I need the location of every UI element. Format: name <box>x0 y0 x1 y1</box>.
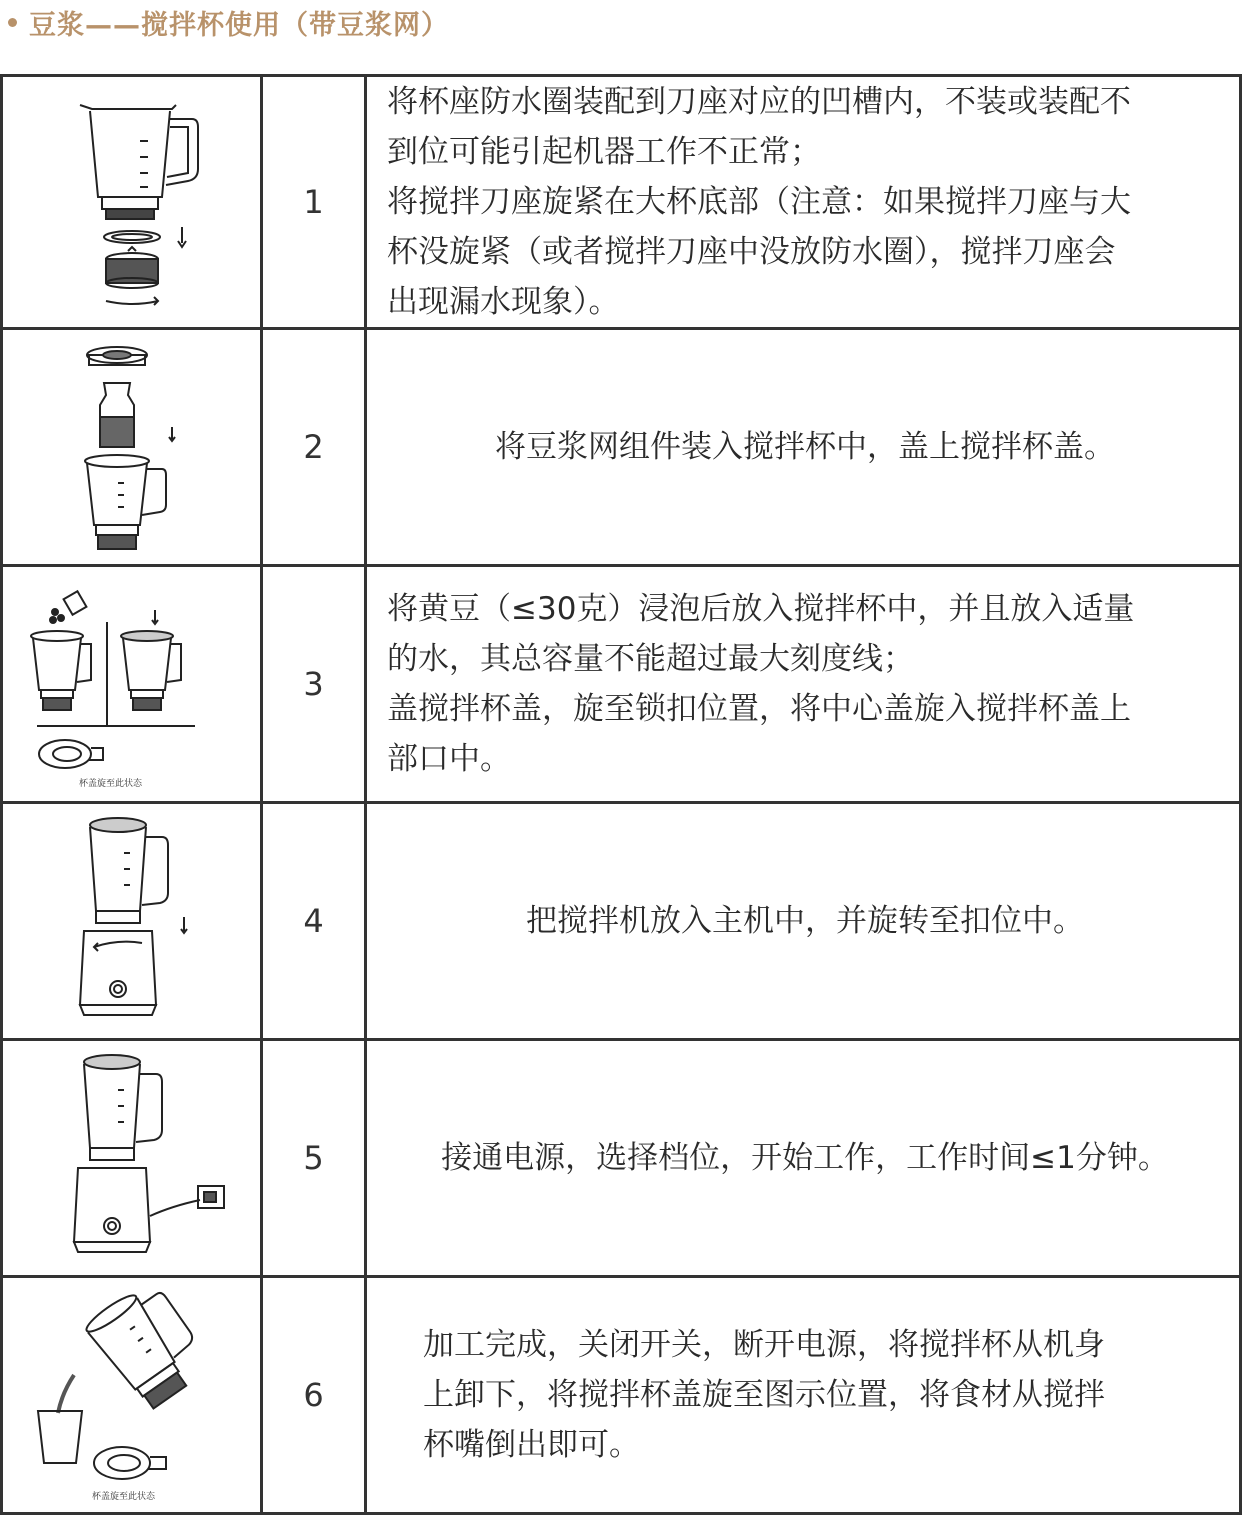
table-row <box>2 1277 1241 1514</box>
bullet-dot <box>8 18 17 27</box>
step-1-line-1: 将杯座防水圈装配到刀座对应的凹槽内，不装或装配不 <box>387 84 1131 120</box>
step-5-line-1: 接通电源，选择档位，开始工作，工作时间≤1分钟。 <box>441 1140 1169 1176</box>
step-1-line-3: 将搅拌刀座旋紧在大杯底部（注意：如果搅拌刀座与大 <box>387 184 1131 220</box>
step-3-number: 3 <box>262 566 366 803</box>
section-title <box>8 2 449 42</box>
section-title-text: 豆浆——搅拌杯使用（带豆浆网） <box>29 9 449 41</box>
step-3-line-2: 的水，其总容量不能超过最大刻度线； <box>387 641 914 677</box>
step-2-description <box>366 329 1241 566</box>
step-6-line-2: 上卸下，将搅拌杯盖旋至图示位置，将食材从搅拌 <box>423 1377 1105 1413</box>
step-3-line-3: 盖搅拌杯盖，旋至锁扣位置，将中心盖旋入搅拌杯盖上 <box>387 691 1131 727</box>
filter-insert-icon <box>32 335 232 560</box>
step-3-caption: 杯盖旋至此状态 <box>78 778 142 789</box>
step-3-line-1: 将黄豆（≤30克）浸泡后放入搅拌杯中，并且放入适量 <box>387 591 1135 627</box>
step-4-description <box>366 803 1241 1040</box>
step-6-description <box>366 1277 1241 1514</box>
step-2-number: 2 <box>262 329 366 566</box>
step-3-description <box>366 566 1241 803</box>
step-1-line-5: 出现漏水现象）。 <box>387 284 620 320</box>
step-3-illustration-cell <box>2 566 262 803</box>
table-row <box>2 1040 1241 1277</box>
step-6-illustration-cell <box>2 1277 262 1514</box>
step-1-line-4: 杯没旋紧（或者搅拌刀座中没放防水圈），搅拌刀座会 <box>387 234 1116 270</box>
mount-on-base-icon <box>32 809 232 1034</box>
step-5-illustration-cell <box>2 1040 262 1277</box>
table-row <box>2 329 1241 566</box>
table-row <box>2 566 1241 803</box>
step-4-line-1: 把搅拌机放入主机中，并旋转至扣位中。 <box>526 903 1084 939</box>
step-4-number: 4 <box>262 803 366 1040</box>
step-2-illustration-cell <box>2 329 262 566</box>
step-1-illustration-cell <box>2 76 262 329</box>
table-row <box>2 803 1241 1040</box>
power-on-icon <box>32 1046 232 1271</box>
table-row <box>2 76 1241 329</box>
step-5-description <box>366 1040 1241 1277</box>
steps-table <box>0 74 1242 1515</box>
step-6-caption: 杯盖旋至此状态 <box>91 1491 155 1502</box>
pour-out-icon <box>22 1283 242 1508</box>
cup-assembly-icon <box>32 87 232 317</box>
step-6-line-3: 杯嘴倒出即可。 <box>423 1427 640 1463</box>
step-4-illustration-cell <box>2 803 262 1040</box>
step-1-description <box>366 76 1241 329</box>
step-1-number: 1 <box>262 76 366 329</box>
step-6-line-1: 加工完成，关闭开关，断开电源，将搅拌杯从机身 <box>423 1327 1105 1363</box>
step-6-number: 6 <box>262 1277 366 1514</box>
step-1-line-2: 到位可能引起机器工作不正常； <box>387 134 821 170</box>
step-5-number: 5 <box>262 1040 366 1277</box>
add-beans-icon <box>17 572 247 797</box>
step-2-line-1: 将豆浆网组件装入搅拌杯中，盖上搅拌杯盖。 <box>495 429 1115 465</box>
step-3-line-4: 部口中。 <box>387 741 511 777</box>
